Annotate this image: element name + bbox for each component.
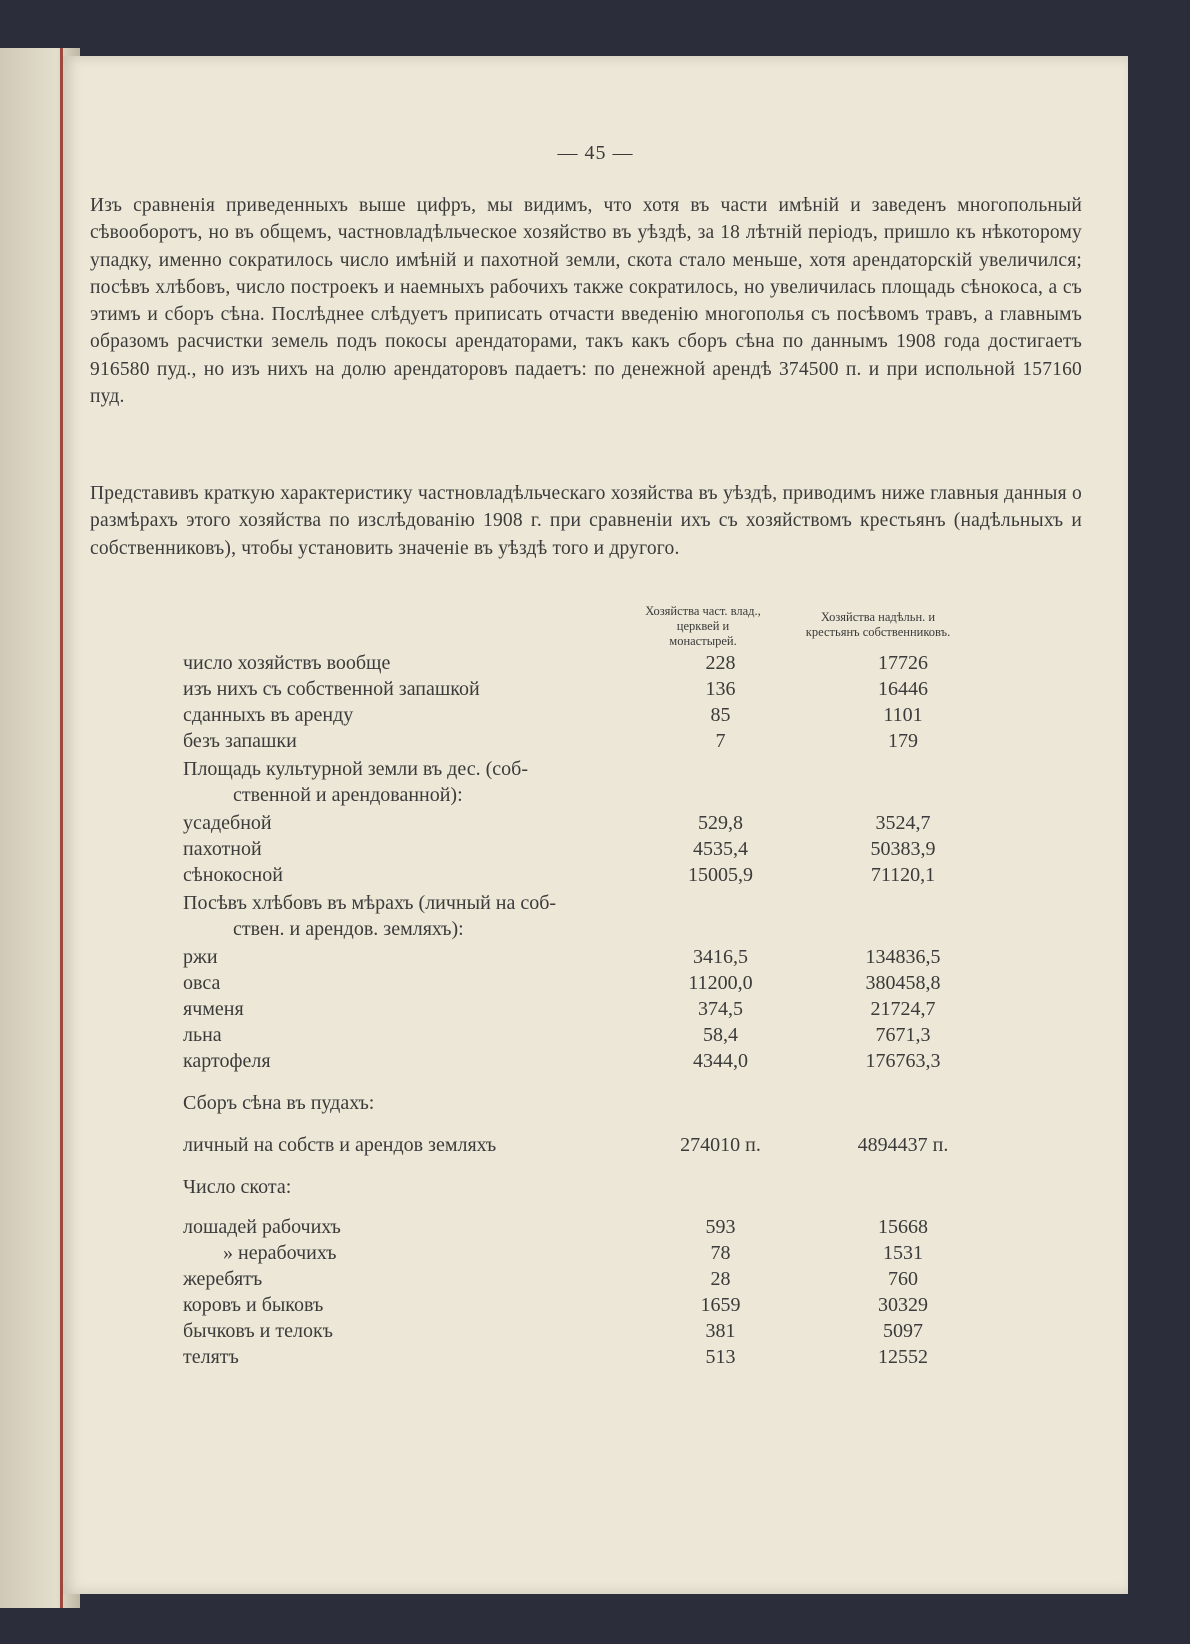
value-private: 529,8: [698, 812, 743, 834]
value-private: 78: [710, 1242, 731, 1264]
value-private: 374,5: [698, 998, 743, 1020]
value-private: 593: [705, 1216, 736, 1238]
value-peasant: 16446: [878, 678, 928, 700]
table-row: [183, 728, 1003, 754]
section-heading-land: Площадь культурной земли въ дес. (соб-: [183, 758, 528, 780]
value-private: 4344,0: [693, 1050, 748, 1072]
page-number: — 45 —: [557, 142, 634, 164]
value-peasant: 134836,5: [865, 946, 941, 968]
section-heading-hay: Сборъ сѣна въ пудахъ:: [183, 1092, 375, 1114]
value-peasant: 7671,3: [875, 1024, 931, 1046]
table-row: [183, 1292, 1003, 1318]
section-heading-crops: Посѣвъ хлѣбовъ въ мѣрахъ (личный на соб-: [183, 892, 557, 914]
table-row: [183, 1240, 1003, 1266]
value-peasant: 17726: [878, 652, 928, 674]
value-peasant: 30329: [878, 1294, 928, 1316]
table-row: [183, 1022, 1003, 1048]
value-peasant: 12552: [878, 1346, 928, 1368]
row-label: сданныхъ въ аренду: [183, 704, 354, 726]
value-private: 58,4: [703, 1024, 738, 1046]
table-row: [183, 1318, 1003, 1344]
value-peasant: 71120,1: [870, 864, 936, 886]
paragraph-intro-table: Представивъ краткую характеристику частновладѣльческаго хозяйства въ уѣздѣ, приводимъ ниже главныя данныя о размѣрахъ этого хозяйства по изслѣдованію 1908 г. при сравненіи ихъ съ хозяйствомъ крестьянъ (надѣльныхъ и собственниковъ), чтобы установить значеніе въ уѣздѣ того и другого.: [90, 483, 1082, 559]
row-label: изъ нихъ съ собственной запашкой: [183, 678, 480, 700]
row-label: коровъ и быковъ: [183, 1294, 324, 1316]
table-row: [183, 1266, 1003, 1292]
row-label: овса: [183, 972, 221, 994]
value-peasant: 21724,7: [870, 998, 936, 1020]
value-peasant: 380458,8: [865, 972, 941, 994]
paragraph-comparison: Изъ сравненія приведенныхъ выше цифръ, мы видимъ, что хотя въ части имѣній и заведенъ многопольный сѣвооборотъ, но въ общемъ, частновладѣльческое хозяйство въ уѣздѣ, за 18 лѣтній періодъ, пришло къ нѣкоторому упадку, именно сократилось число имѣній и пахотной земли, скота стало меньше, хотя арендаторскій увеличился; посѣвъ хлѣбовъ, число построекъ и наемныхъ рабочихъ также сократилось, но увеличилась площадь сѣнокоса, а съ этимъ и сборъ сѣна. Послѣднее слѣдуетъ приписать отчасти введенію многополья съ посѣвомъ травъ, а главнымъ образомъ расчистки земель подъ покосы арендаторами, такъ какъ сборъ сѣна по даннымъ 1908 года достигаетъ 916580 пуд., но изъ нихъ на долю арендаторовъ падаетъ: по денежной арендѣ 374500 п. и при испольной 157160 пуд.: [90, 195, 1082, 408]
value-peasant: 179: [888, 730, 918, 752]
value-private: 85: [710, 704, 731, 726]
section-heading-crops-cont: ствен. и арендов. земляхъ):: [233, 918, 464, 940]
row-label: усадебной: [183, 812, 272, 834]
table-row: [183, 996, 1003, 1022]
table-row: [183, 1214, 1003, 1240]
table-row: [183, 676, 1003, 702]
table-row: [183, 1132, 1003, 1158]
table-row: [183, 702, 1003, 728]
table-row: [183, 1048, 1003, 1074]
value-private: 513: [705, 1346, 736, 1368]
row-label: ячменя: [183, 998, 244, 1020]
section-heading-livestock: Число скота:: [183, 1176, 292, 1198]
row-label: безъ запашки: [183, 730, 297, 752]
row-label: число хозяйствъ вообще: [183, 652, 391, 674]
row-label: ржи: [183, 946, 218, 968]
value-private: 3416,5: [693, 946, 748, 968]
value-peasant: 4894437 п.: [857, 1134, 949, 1156]
column-header-peasant: Хозяйства надѣльн. и крестьянъ собственниковъ.: [805, 610, 951, 639]
value-private: 4535,4: [693, 838, 748, 860]
value-private: 28: [710, 1268, 731, 1290]
row-label: личный на собств и арендов земляхъ: [183, 1134, 497, 1156]
table-row: [183, 944, 1003, 970]
value-private: 7: [715, 730, 726, 752]
table-row: [183, 1344, 1003, 1370]
table-row: [183, 650, 1003, 676]
value-peasant: 5097: [883, 1320, 923, 1342]
value-peasant: 50383,9: [870, 838, 936, 860]
value-peasant: 760: [888, 1268, 918, 1290]
book-page: [63, 56, 1128, 1594]
table-row: [183, 810, 1003, 836]
row-label: » нерабочихъ: [223, 1242, 337, 1264]
row-label: телятъ: [183, 1346, 239, 1368]
value-private: 228: [705, 652, 736, 674]
row-label: картофеля: [183, 1050, 271, 1072]
value-private: 1659: [700, 1294, 741, 1316]
value-private: 274010 п.: [680, 1134, 761, 1156]
row-label: жеребятъ: [183, 1268, 263, 1290]
row-label: бычковъ и телокъ: [183, 1320, 334, 1342]
row-label: льна: [183, 1024, 222, 1046]
column-header-private: Хозяйства част. влад., церквей и монастырей.: [645, 604, 761, 648]
value-peasant: 1531: [883, 1242, 923, 1264]
value-peasant: 1101: [883, 704, 923, 726]
section-heading-land-cont: ственной и арендованной):: [233, 784, 463, 806]
row-label: сѣнокосной: [183, 864, 283, 886]
value-private: 136: [705, 678, 736, 700]
value-private: 15005,9: [688, 864, 753, 886]
value-peasant: 15668: [878, 1216, 928, 1238]
row-label: пахотной: [183, 838, 262, 860]
value-peasant: 176763,3: [865, 1050, 941, 1072]
value-private: 11200,0: [688, 972, 753, 994]
value-private: 381: [705, 1320, 736, 1342]
value-peasant: 3524,7: [875, 812, 931, 834]
table-row: [183, 836, 1003, 862]
table-row: [183, 862, 1003, 888]
row-label: лошадей рабочихъ: [183, 1216, 341, 1238]
table-row: [183, 970, 1003, 996]
